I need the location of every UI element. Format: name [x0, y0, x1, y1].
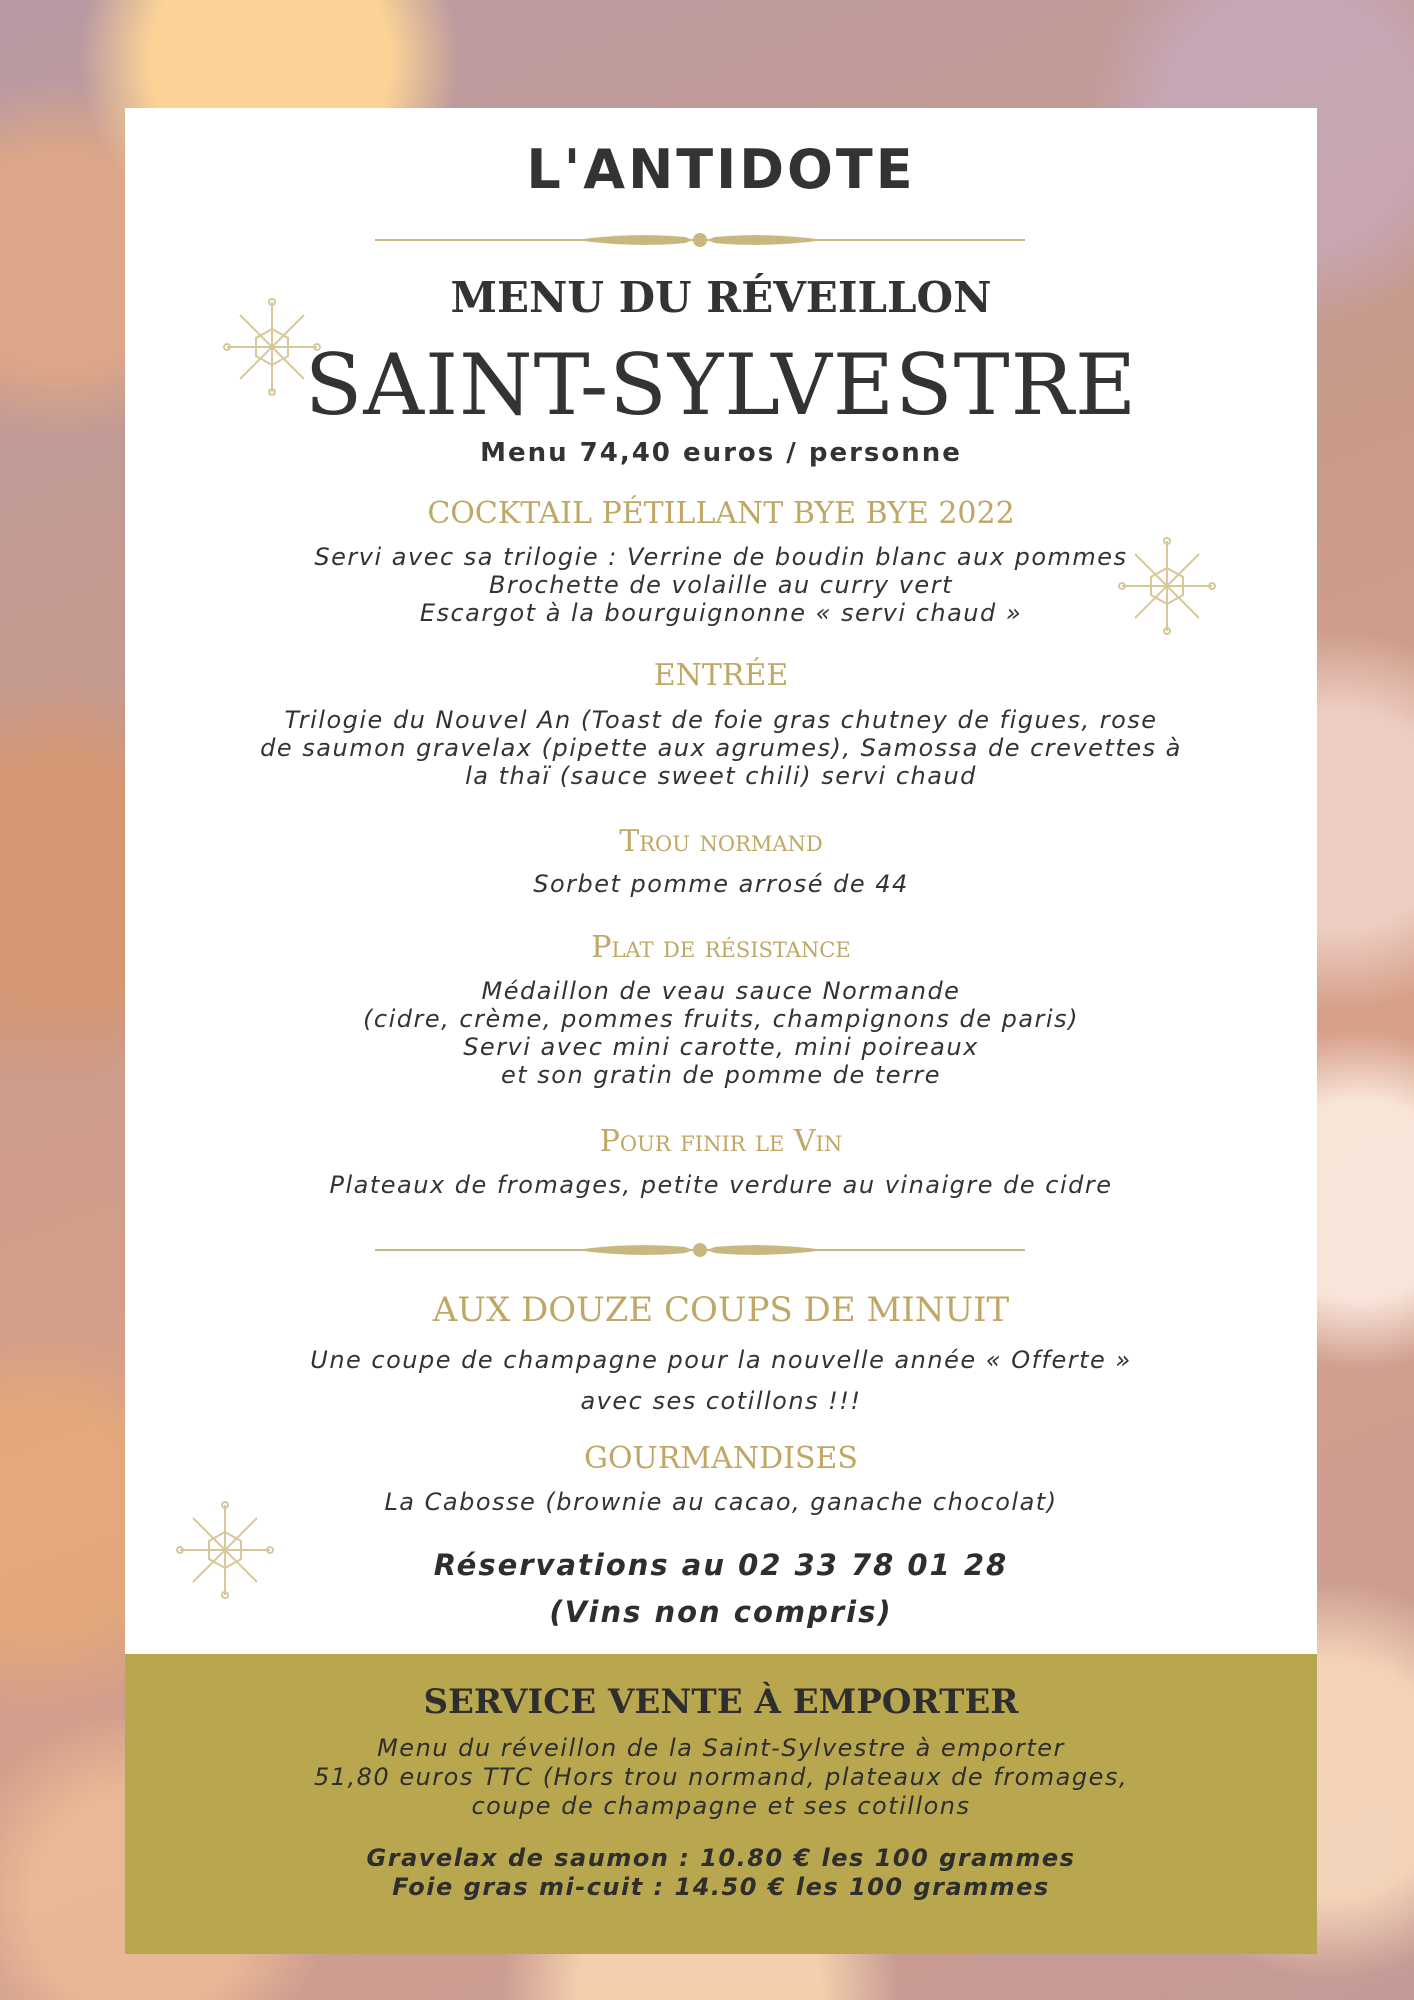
takeaway-prices — [125, 1844, 1317, 1902]
takeaway-text — [125, 1734, 1317, 1821]
menu-price: Menu 74,40 euros / personne — [480, 438, 962, 468]
snowflake-icon — [222, 297, 322, 397]
text-line: Plateaux de fromages, petite verdure au vinaigre de cidre — [329, 1171, 1113, 1199]
text-line: La Cabosse (brownie au cacao, ganache chocolat) — [384, 1488, 1058, 1516]
price-line: Gravelax de saumon : 10.80 € les 100 grammes — [366, 1844, 1076, 1872]
text-line: et son gratin de pomme de terre — [500, 1061, 942, 1089]
section-title-entree: ENTRÉE — [653, 658, 789, 693]
text-line: Menu du réveillon de la Saint-Sylvestre à emporter — [377, 1734, 1065, 1762]
snowflake-icon — [1117, 536, 1217, 636]
section-text-gourmandises — [125, 1488, 1317, 1516]
brand-logo: L'ANTIDOTE — [526, 138, 916, 201]
section-title-trou-normand: Trou normand — [619, 824, 823, 859]
section-text-minuit — [125, 1340, 1317, 1422]
text-line: Une coupe de champagne pour la nouvelle année « Offerte » — [310, 1346, 1132, 1374]
text-line: (cidre, crème, pommes fruits, champignons de paris) — [363, 1005, 1079, 1033]
reservation-note: (Vins non compris) — [549, 1595, 893, 1629]
text-line: Sorbet pomme arrosé de 44 — [533, 870, 909, 898]
section-title-minuit: AUX DOUZE COUPS DE MINUIT — [432, 1290, 1010, 1330]
section-title-cocktail: COCKTAIL PÉTILLANT BYE BYE 2022 — [427, 496, 1015, 531]
section-text-entree — [125, 706, 1317, 790]
text-line: Médaillon de veau sauce Normande — [481, 977, 961, 1005]
section-title-fin: Pour finir le Vin — [599, 1124, 843, 1159]
takeaway-title: SERVICE VENTE À EMPORTER — [423, 1682, 1019, 1722]
ornament-divider-top — [375, 228, 1025, 252]
menu-card — [125, 108, 1317, 1954]
takeaway-band — [125, 1654, 1317, 1954]
text-line: Brochette de volaille au curry vert — [489, 571, 953, 599]
text-line: la thaï (sauce sweet chili) servi chaud — [465, 762, 977, 790]
text-line: Servi avec mini carotte, mini poireaux — [463, 1033, 979, 1061]
section-text-trou-normand — [125, 870, 1317, 898]
section-text-fin — [125, 1171, 1317, 1199]
menu-title: MENU DU RÉVEILLON — [450, 273, 992, 322]
section-text-plat — [125, 977, 1317, 1089]
price-line: Foie gras mi-cuit : 14.50 € les 100 grammes — [392, 1873, 1050, 1901]
reservation-phone: Réservations au 02 33 78 01 28 — [433, 1548, 1009, 1582]
menu-subtitle: SAINT-SYLVESTRE — [304, 336, 1138, 434]
text-line: avec ses cotillons !!! — [580, 1387, 862, 1415]
text-line: Trilogie du Nouvel An (Toast de foie gras chutney de figues, rose — [284, 706, 1158, 734]
text-line: coupe de champagne et ses cotillons — [471, 1792, 971, 1820]
text-line: 51,80 euros TTC (Hors trou normand, plateaux de fromages, — [313, 1763, 1129, 1791]
ornament-divider-middle — [375, 1238, 1025, 1262]
section-title-gourmandises: GOURMANDISES — [584, 1441, 858, 1476]
section-title-plat: Plat de résistance — [591, 930, 851, 965]
text-line: Servi avec sa trilogie : Verrine de boudin blanc aux pommes — [314, 543, 1128, 571]
snowflake-icon — [175, 1500, 275, 1600]
text-line: de saumon gravelax (pipette aux agrumes), Samossa de crevettes à — [260, 734, 1182, 762]
text-line: Escargot à la bourguignonne « servi chaud » — [419, 599, 1023, 627]
